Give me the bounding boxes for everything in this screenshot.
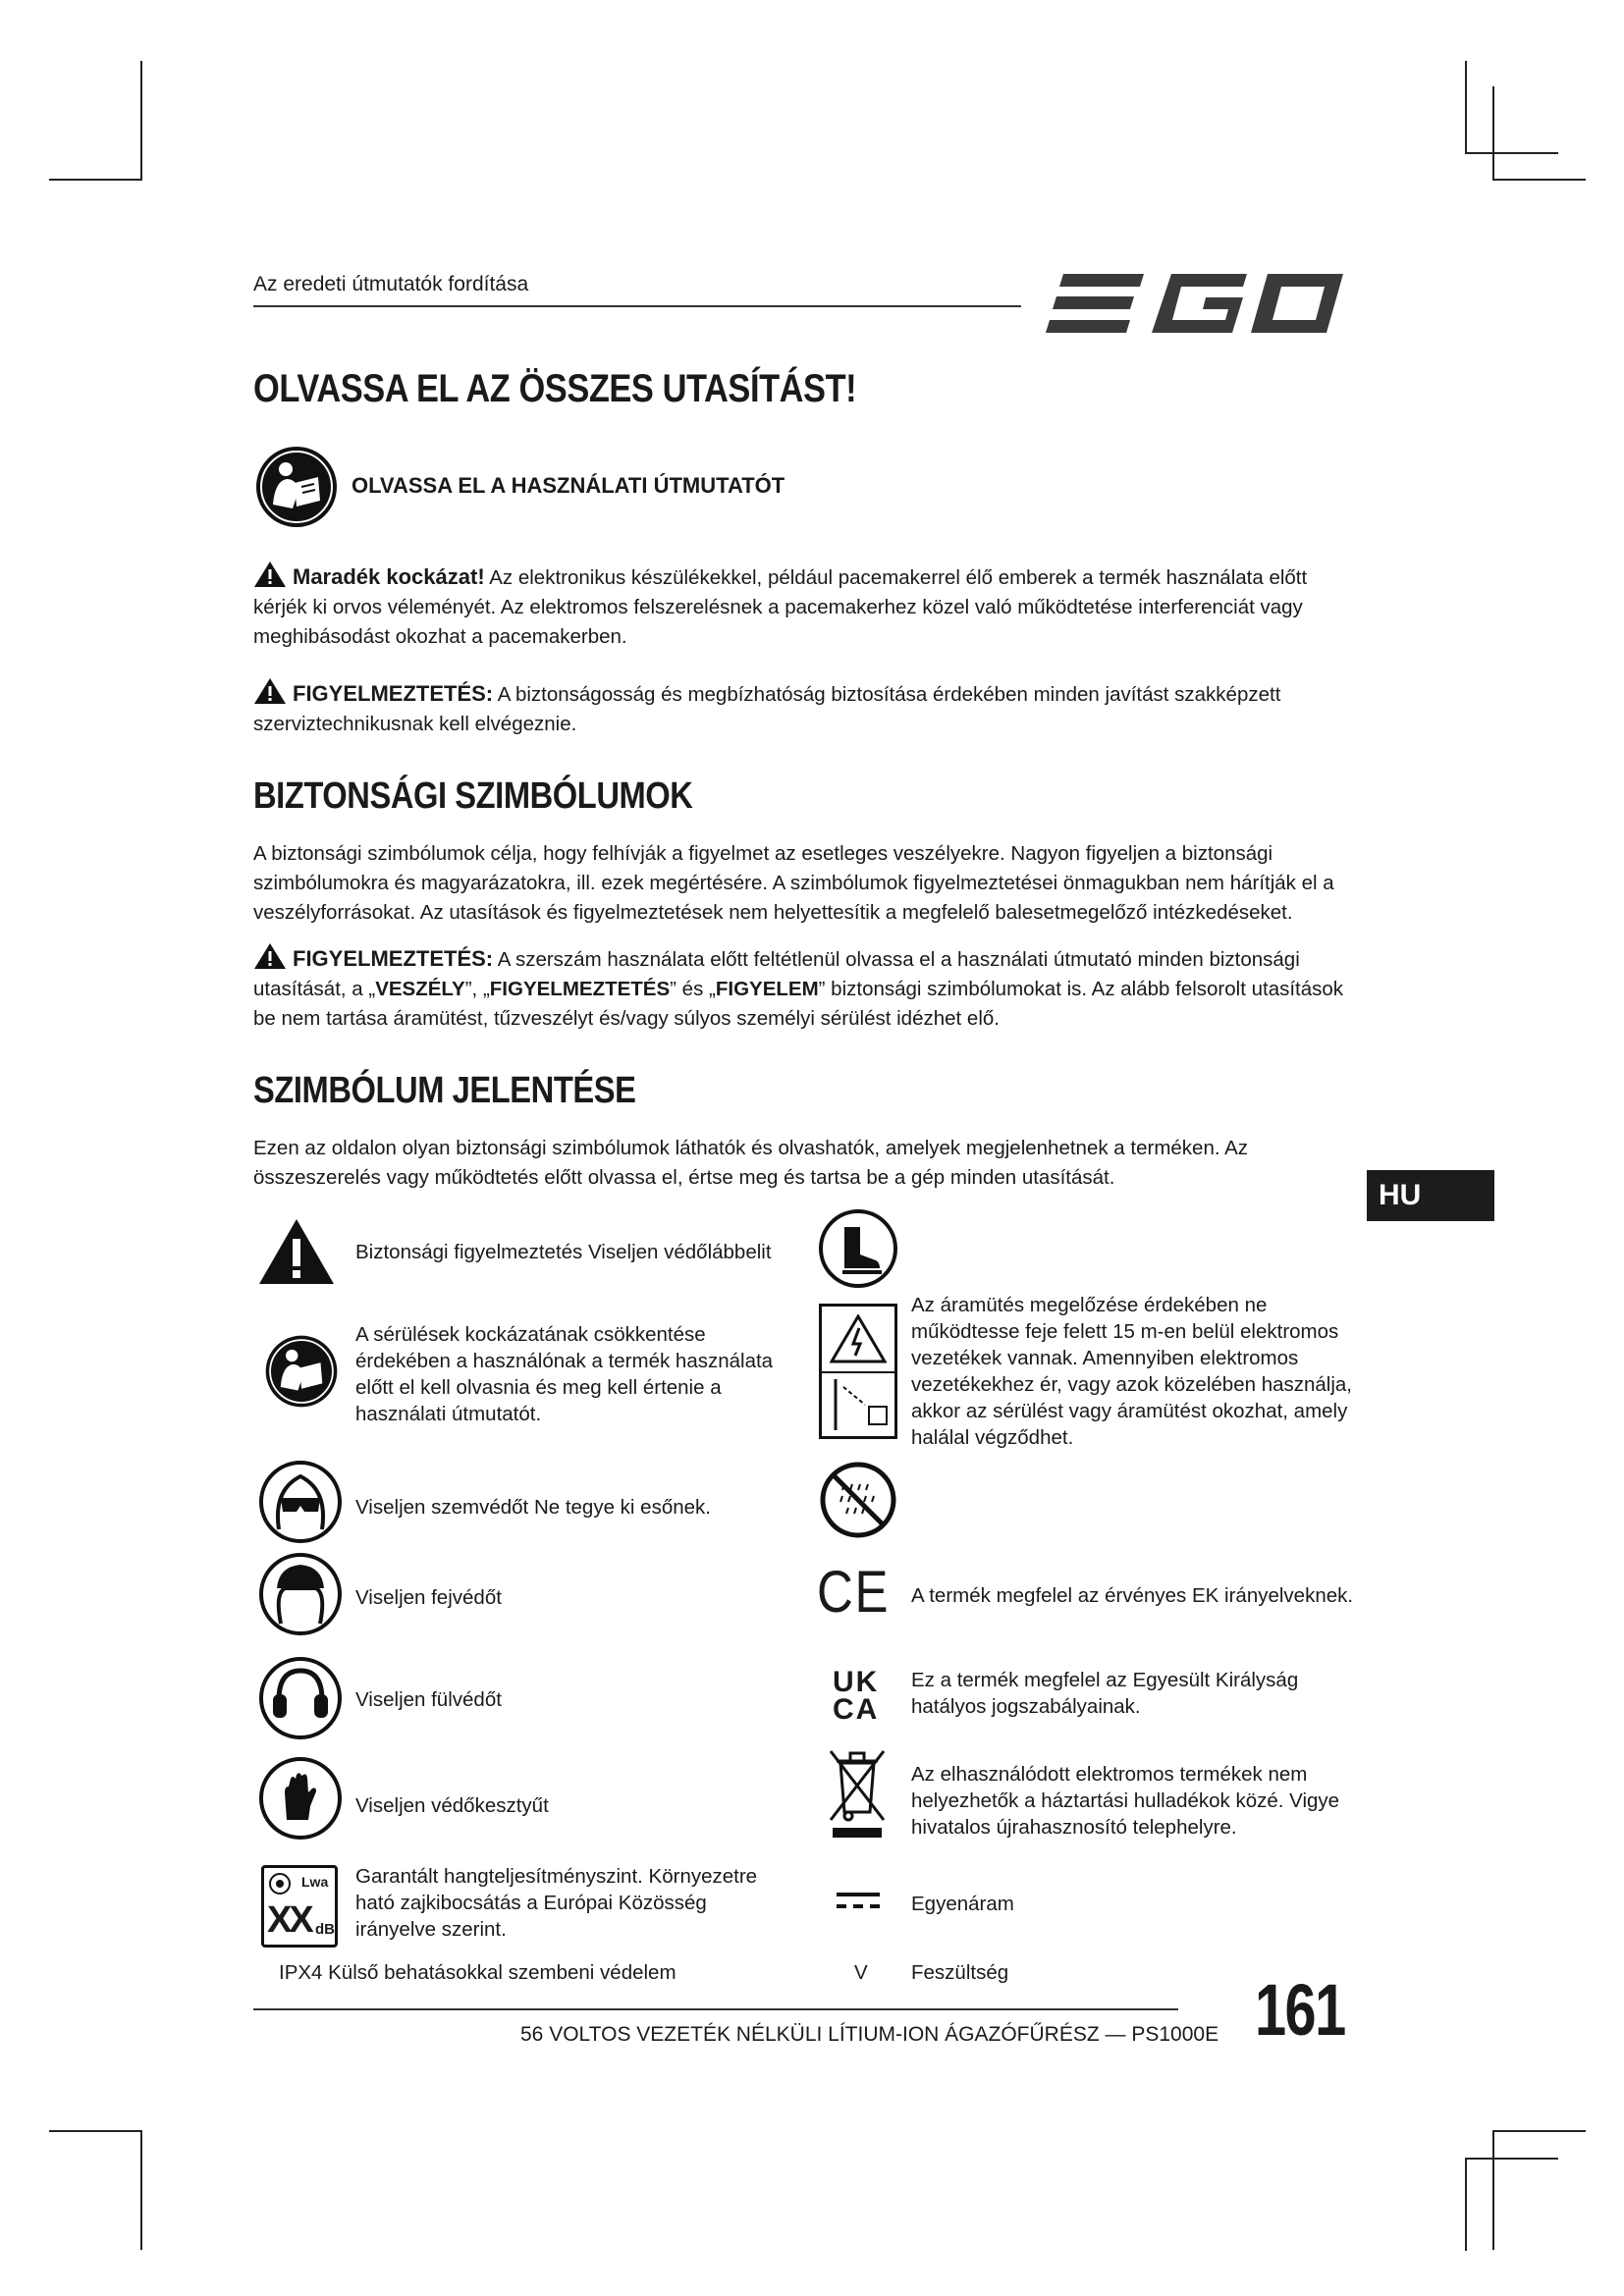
safety-boots-icon (819, 1209, 897, 1288)
crop-mark (1492, 2130, 1586, 2132)
person-power-line-icon (826, 1377, 891, 1432)
symbol-text: Viseljen fülvédőt (355, 1688, 502, 1711)
icon-divider (822, 1371, 894, 1373)
header-rule (253, 305, 1021, 307)
power-line-warning-icon (819, 1304, 897, 1439)
symbol-text: Viseljen szemvédőt Ne tegye ki esőnek. (355, 1496, 711, 1519)
symbol-text: Viseljen védőkesztyűt (355, 1794, 549, 1817)
symbol-text: Viseljen fejvédőt (355, 1586, 502, 1609)
read-manual-icon (263, 1333, 340, 1410)
caution-keyword: FIGYELEM (715, 978, 819, 1000)
section-heading-safety-symbols: BIZTONSÁGI SZIMBÓLUMOK (253, 775, 693, 817)
symbol-text: IPX4 Külső behatásokkal szembeni védelem (279, 1961, 677, 1984)
sound-lwa-label: Lwa (301, 1874, 329, 1890)
page-number: 161 (1255, 1969, 1345, 2051)
warning-service-paragraph (253, 677, 1353, 739)
symbol-text: Az áramütés megelőzése érdekében ne működtesse feje felett 15 m-en belül elektromos vezetékek vannak. Amennyiben elektromos vezetékekhez ér, vagy azok közelében használja, akkor az sérülést vagy áramütést okozhat, amely halálal végződhet. (911, 1294, 1352, 1449)
footer-product-title: 56 VOLTOS VEZETÉK NÉLKÜLI LÍTIUM-ION ÁGAZÓFŰRÉSZ — PS1000E (520, 2023, 1219, 2046)
symbol-text: Feszültség (911, 1961, 1009, 1984)
volt-symbol: V (854, 1961, 868, 1984)
no-rain-icon (819, 1461, 897, 1539)
warning-triangle-icon (253, 942, 287, 970)
crop-mark (140, 61, 142, 181)
crop-mark (1492, 2130, 1494, 2250)
crop-mark (1465, 61, 1467, 154)
sound-value-label: XX (267, 1899, 311, 1941)
weee-bin-icon (827, 1745, 888, 1840)
symbol-text: Biztonsági figyelmeztetés Viseljen védőlábbelit (355, 1241, 772, 1263)
warning-title: FIGYELMEZTETÉS: (293, 946, 494, 971)
ear-protection-icon (259, 1657, 342, 1739)
symbol-text: Garantált hangteljesítményszint. Környezetre ható zajkibocsátás a Európai Közösség irányelve szerint. (355, 1865, 758, 1941)
sound-unit-label: dB (315, 1921, 335, 1938)
language-tab: HU (1367, 1170, 1494, 1221)
symbol-text: Egyenáram (911, 1893, 1014, 1915)
page-title: OLVASSA EL AZ ÖSSZES UTASÍTÁST! (253, 367, 857, 410)
warning-triangle-icon (257, 1217, 336, 1286)
crop-mark (49, 179, 142, 181)
residual-risk-text: Az elektronikus készülékekkel, például pacemakerrel élő emberek a termék használata előtt kérjék ki orvos véleményét. Az elektromos felszerelésnek a pacemakerhez közel való működtetése interferenciát vagy meghibásodást okozhat a pacemakerben. (253, 566, 1308, 648)
symbol-text: Ez a termék megfelel az Egyesült Királyság hatályos jogszabályainak. (911, 1669, 1299, 1718)
direct-current-icon (835, 1891, 882, 1912)
warning-keyword: FIGYELMEZTETÉS (489, 978, 671, 1000)
document-subtitle: Az eredeti útmutatók fordítása (253, 273, 529, 295)
warning-title: FIGYELMEZTETÉS: (293, 681, 494, 706)
warning-instructions-paragraph: FIGYELMEZTETÉS: A szerszám használata előtt feltétlenül olvassa el a használati útmutató minden biztonsági utasítását, a „VESZÉLY”, „FIGYELMEZTETÉS” és „FIGYELEM” biztonsági szimbólumokat is. Az alább felsorolt utasítások be nem tartása áramütést, tűzveszélyt és/vagy súlyos személyi sérülést idézhet elő. (253, 942, 1353, 1034)
crop-mark (1465, 2158, 1467, 2251)
crop-mark (140, 2130, 142, 2250)
read-manual-label: OLVASSA EL A HASZNÁLATI ÚTMUTATÓT (352, 473, 785, 498)
gloves-icon (259, 1757, 342, 1840)
crop-mark (1465, 152, 1558, 154)
symbol-meaning-paragraph: Ezen az oldalon olyan biztonsági szimbólumok láthatók és olvashatók, amelyek megjelenhetnek a terméken. Az összeszerelés vagy működtetés előtt olvassa el, értse meg és tartsa be a gép minden utasítását. (253, 1137, 1249, 1189)
ukca-mark-icon: UK CA (833, 1666, 880, 1726)
warning-text: A biztonságosság és megbízhatóság biztosítása érdekében minden javítást szakképzett szerviztechnikusnak kell elvégeznie. (253, 683, 1281, 735)
ce-mark-icon: CE (817, 1559, 891, 1625)
crop-mark (1465, 2158, 1558, 2160)
warning-triangle-icon (253, 561, 287, 588)
section-heading-symbol-meaning: SZIMBÓLUM JELENTÉSE (253, 1070, 636, 1111)
ego-logo (1046, 270, 1345, 339)
symbol-text: Az elhasználódott elektromos termékek nem helyezhetők a háztartási hulladékok közé. Vigye hivatalos újrahasznosító telephelyre. (911, 1763, 1340, 1839)
crop-mark (1492, 179, 1586, 181)
sound-wave-icon (268, 1872, 292, 1896)
footer-rule (253, 2008, 1178, 2010)
read-manual-icon (253, 444, 340, 530)
residual-risk-title: Maradék kockázat! (293, 564, 485, 589)
symbol-text: A termék megfelel az érvényes EK irányelveknek. (911, 1584, 1354, 1607)
head-protection-icon (259, 1553, 342, 1635)
eye-protection-icon (259, 1461, 342, 1543)
residual-risk-paragraph (253, 561, 1353, 652)
safety-symbols-paragraph: A biztonsági szimbólumok célja, hogy felhívják a figyelmet az esetleges veszélyekre. Nagyon figyeljen a biztonsági szimbólumokra és magyarázatokra, ill. ezek megértésére. A szimbólumok figyelmeztetései önmagukban nem hárítják el a veszélyforrásokat. Az utasítások és figyelmeztetések nem helyettesítik a megfelelő balesetmegelőző intézkedéseket. (253, 842, 1334, 924)
electric-warning-icon (830, 1314, 887, 1363)
symbol-text: A sérülések kockázatának csökkentése érdekében a használónak a termék használata előtt el kell olvasnia és meg kell értenie a használati útmutatót. (355, 1323, 774, 1425)
warning-triangle-icon (253, 677, 287, 705)
danger-keyword: VESZÉLY (375, 978, 465, 1000)
sound-power-icon (261, 1865, 338, 1948)
crop-mark (1492, 86, 1494, 180)
crop-mark (49, 2130, 142, 2132)
